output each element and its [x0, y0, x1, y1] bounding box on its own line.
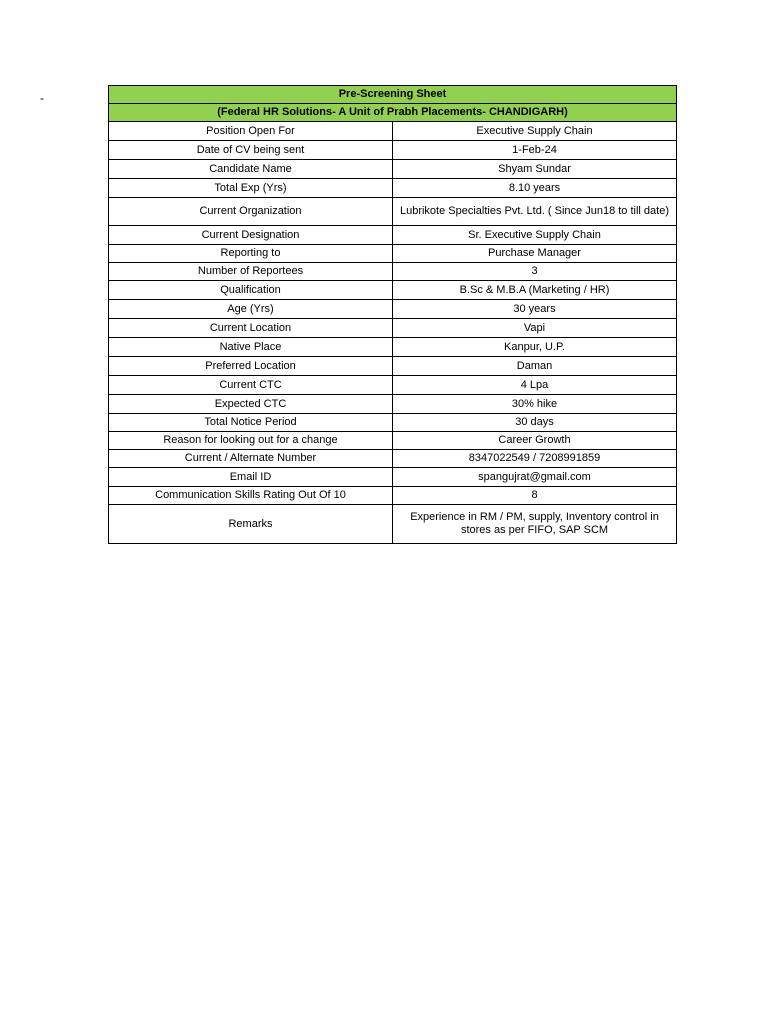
table-subtitle-row — [109, 104, 677, 122]
row-value: spangujrat@gmail.com — [393, 468, 677, 487]
row-label: Age (Yrs) — [109, 300, 393, 319]
row-value: Purchase Manager — [393, 245, 677, 263]
sheet-title: Pre-Screening Sheet — [109, 86, 677, 104]
table-row — [109, 122, 677, 141]
row-value: Lubrikote Specialties Pvt. Ltd. ( Since Jun18 to till date) — [393, 198, 677, 226]
row-label: Current CTC — [109, 376, 393, 395]
table-row — [109, 338, 677, 357]
stray-dash-mark: - — [40, 91, 44, 105]
row-value: Experience in RM / PM, supply, Inventory control in stores as per FIFO, SAP SCM — [393, 505, 677, 544]
row-label: Number of Reportees — [109, 263, 393, 281]
table-row — [109, 319, 677, 338]
pre-screening-table — [108, 85, 677, 544]
row-label: Remarks — [109, 505, 393, 544]
row-value: Career Growth — [393, 432, 677, 450]
row-value: 1-Feb-24 — [393, 141, 677, 160]
table-row — [109, 487, 677, 505]
row-label: Current Designation — [109, 226, 393, 245]
table-row — [109, 198, 677, 226]
row-value: 30% hike — [393, 395, 677, 414]
table-row — [109, 505, 677, 544]
row-label: Total Exp (Yrs) — [109, 179, 393, 198]
row-label: Reporting to — [109, 245, 393, 263]
table-row — [109, 414, 677, 432]
row-label: Preferred Location — [109, 357, 393, 376]
row-label: Total Notice Period — [109, 414, 393, 432]
table-row — [109, 357, 677, 376]
table-row — [109, 450, 677, 468]
table-row — [109, 395, 677, 414]
row-value: 30 days — [393, 414, 677, 432]
table-row — [109, 141, 677, 160]
row-value: 8 — [393, 487, 677, 505]
row-label: Current / Alternate Number — [109, 450, 393, 468]
row-value: 3 — [393, 263, 677, 281]
row-value: 4 Lpa — [393, 376, 677, 395]
row-value: Executive Supply Chain — [393, 122, 677, 141]
table-row — [109, 281, 677, 300]
row-label: Email ID — [109, 468, 393, 487]
table-row — [109, 376, 677, 395]
table-row — [109, 160, 677, 179]
row-value: 8347022549 / 7208991859 — [393, 450, 677, 468]
table-row — [109, 226, 677, 245]
table-row — [109, 179, 677, 198]
table-row — [109, 468, 677, 487]
row-value: Shyam Sundar — [393, 160, 677, 179]
row-label: Qualification — [109, 281, 393, 300]
row-value: 30 years — [393, 300, 677, 319]
row-label: Current Location — [109, 319, 393, 338]
row-label: Expected CTC — [109, 395, 393, 414]
row-label: Reason for looking out for a change — [109, 432, 393, 450]
row-label: Position Open For — [109, 122, 393, 141]
row-value: 8.10 years — [393, 179, 677, 198]
row-value: Kanpur, U.P. — [393, 338, 677, 357]
sheet-subtitle: (Federal HR Solutions- A Unit of Prabh Placements- CHANDIGARH) — [109, 104, 677, 122]
table-row — [109, 432, 677, 450]
row-value: Sr. Executive Supply Chain — [393, 226, 677, 245]
table-title-row — [109, 86, 677, 104]
table-row — [109, 245, 677, 263]
row-label: Native Place — [109, 338, 393, 357]
row-label: Current Organization — [109, 198, 393, 226]
row-label: Communication Skills Rating Out Of 10 — [109, 487, 393, 505]
table-row — [109, 263, 677, 281]
table-row — [109, 300, 677, 319]
row-label: Date of CV being sent — [109, 141, 393, 160]
row-value: Vapi — [393, 319, 677, 338]
row-value: B.Sc & M.B.A (Marketing / HR) — [393, 281, 677, 300]
row-label: Candidate Name — [109, 160, 393, 179]
row-value: Daman — [393, 357, 677, 376]
